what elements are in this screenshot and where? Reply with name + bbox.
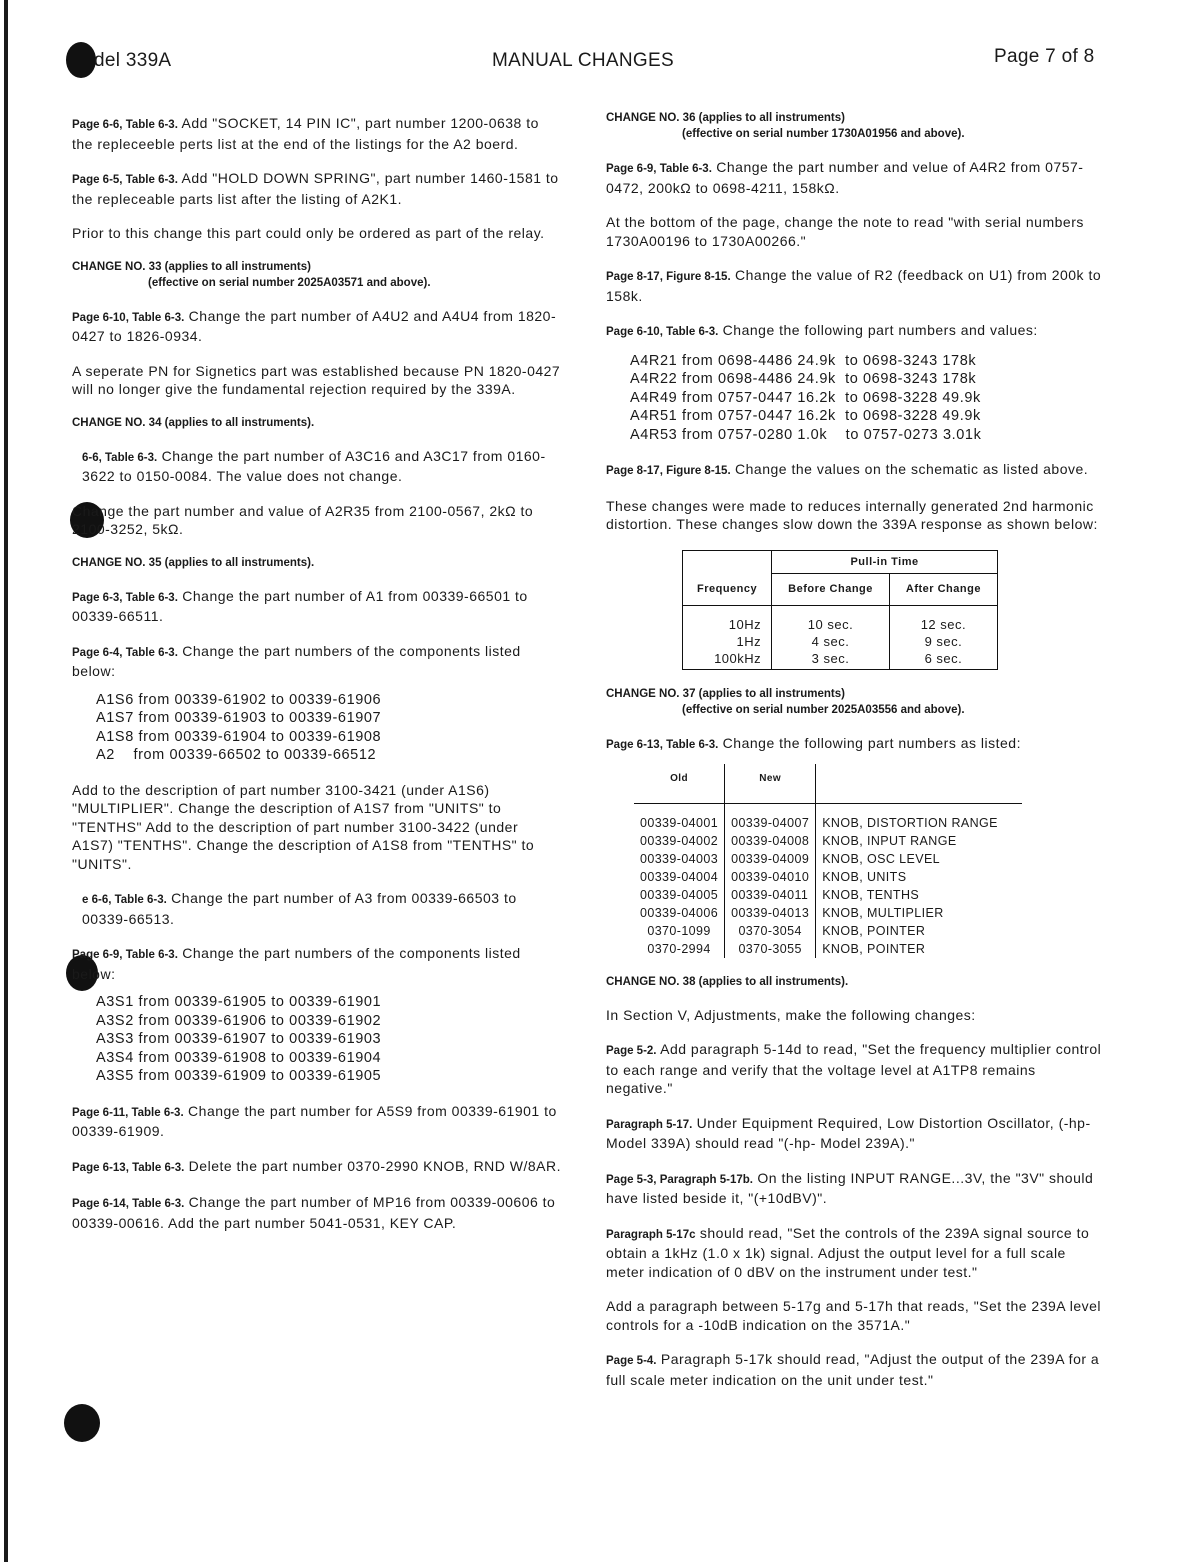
paragraph: These changes were made to reduces internally generated 2nd harmonic distortion. These changes slow down the 339A response as shown below: [606, 497, 1098, 532]
paragraph: Page 8-17, Figure 8-15. Change the values on the schematic as listed above. [606, 461, 1089, 477]
list-item: A3S1 from 00339-61905 to 00339-61901 [96, 994, 382, 1010]
list-item: A2 from 00339-66502 to 00339-66512 [96, 747, 377, 763]
table-row: 00339-04001 00339-04007 KNOB, DISTORTION RANGE [634, 803, 1022, 832]
paragraph: Page 5-2. Add paragraph 5-14d to read, "Set the frequency multiplier control to each range and verify that the voltage level at A1TP8 remains negative." [606, 1041, 1102, 1096]
component-list [96, 993, 562, 1086]
table-row [683, 605, 998, 669]
list-item: A1S7 from 00339-61903 to 00339-61907 [96, 710, 382, 726]
table-row: 00339-04006 00339-04013 KNOB, MULTIPLIER [634, 904, 1022, 922]
part-change-list [630, 352, 1102, 445]
paragraph: Add to the description of part number 3100-3421 (under A1S6) "MULTIPLIER". Change the description of A1S7 from "UNITS" to "TENTHS" Add to the description of part number 3100-3422 (under A1S7) "TENTHS". Change the description of A1S8 from "TENTHS" to "UNITS". [72, 781, 535, 872]
pull-in-time-table [682, 550, 998, 670]
change-heading: CHANGE NO. 35 (applies to all instruments). [72, 556, 315, 569]
table-header: Pull-in Time [772, 550, 998, 574]
paragraph: Page 5-3, Paragraph 5-17b. On the listing INPUT RANGE...3V, the "3V" should have listed beside it, "(+10dBV)". [606, 1169, 1094, 1206]
list-item: A3S5 from 00339-61909 to 00339-61905 [96, 1068, 382, 1084]
change-heading: CHANGE NO. 38 (applies to all instruments). [606, 975, 849, 988]
list-item: A1S6 from 00339-61902 to 00339-61906 [96, 691, 382, 708]
table-header: Before Change [772, 574, 890, 606]
list-item: A3S3 from 00339-61907 to 00339-61903 [96, 1031, 382, 1047]
table-row: 0370-2994 0370-3055 KNOB, POINTER [634, 940, 1022, 958]
paragraph: Paragraph 5-17c should read, "Set the controls of the 239A signal source to obtain a 1kHz (1.0 x 1k) signal. Adjust the output level for a full scale meter indication of 0 dBV on the instrument under test." [606, 1224, 1090, 1280]
table-row: 0370-1099 0370-3054 KNOB, POINTER [634, 922, 1022, 940]
list-item: A4R22 from 0698-4486 24.9k to 0698-3243 178k [630, 371, 977, 387]
binder-hole-top [66, 42, 96, 78]
table-header: After Change [889, 574, 997, 606]
right-column [606, 110, 1102, 1405]
table-row: 00339-04005 00339-04011 KNOB, TENTHS [634, 886, 1022, 904]
list-item: A4R21 from 0698-4486 24.9k to 0698-3243 178k [630, 352, 977, 369]
paragraph: e 6-6, Table 6-3. Change the part number of A3 from 00339-66503 to 00339-66513. [82, 890, 517, 927]
table-header: Old [634, 764, 725, 803]
model-label: del 339A [94, 50, 172, 71]
paragraph: A seperate PN for Signetics part was established because PN 1820-0427 will no longer give the fundamental rejection required by the 339A. [72, 362, 561, 397]
table-row: 00339-04004 00339-04010 KNOB, UNITS [634, 868, 1022, 886]
list-item: A3S4 from 00339-61908 to 00339-61904 [96, 1049, 382, 1066]
binder-hole-bottom [64, 1404, 100, 1442]
table-cell: 12 sec. 9 sec. 6 sec. [889, 605, 997, 669]
paragraph: Page 6-6, Table 6-3. Add "SOCKET, 14 PIN IC", part number 1200-0638 to the repleceeble perts list at the end of the listings for the A2 boerd. [72, 115, 539, 152]
paragraph: Page 6-9, Table 6-3. Change the part number and velue of A4R2 from 0757-0472, 200kΩ to 0698-4211, 158kΩ. [606, 159, 1084, 196]
change-heading: CHANGE NO. 34 (applies to all instruments). [72, 416, 315, 429]
paragraph: At the bottom of the page, change the note to read "with serial numbers 1730A00196 to 1730A00266." [606, 214, 1084, 249]
page-title: MANUAL CHANGES [492, 50, 674, 71]
table-header [816, 764, 1023, 803]
change-heading: CHANGE NO. 36 (applies to all instruments) (effective on serial number 1730A01956 and above). [606, 112, 965, 140]
paragraph: 6-6, Table 6-3. Change the part number of A3C16 and A3C17 from 0160-3622 to 0150-0084. The value does not change. [82, 447, 546, 484]
paragraph: Page 6-11, Table 6-3. Change the part number for A5S9 from 00339-61901 to 00339-61909. [72, 1102, 557, 1139]
paragraph: Page 8-17, Figure 8-15. Change the value of R2 (feedback on U1) from 200k to 158k. [606, 267, 1102, 304]
change-heading: CHANGE NO. 33 (applies to all instruments) (effective on serial number 2025A03571 and above). [72, 260, 431, 289]
paragraph: Page 5-4. Paragraph 5-17k should read, "Adjust the output of the 239A for a full scale meter indication on the unit under test." [606, 1351, 1100, 1388]
list-item: A4R51 from 0757-0447 16.2k to 0698-3228 49.9k [630, 408, 981, 424]
paragraph: Page 6-4, Table 6-3. Change the part numbers of the components listed below: [72, 642, 521, 679]
paragraph: Add a paragraph between 5-17g and 5-17h that reads, "Set the 239A level controls for a -10dB indication on the 3571A." [606, 1298, 1102, 1333]
left-column [72, 114, 562, 1248]
list-item: A4R53 from 0757-0280 1.0k to 0757-0273 3.01k [630, 426, 982, 443]
page-edge-rule [4, 0, 8, 1562]
list-item: A3S2 from 00339-61906 to 00339-61902 [96, 1012, 382, 1029]
paragraph: Page 6-3, Table 6-3. Change the part number of A1 from 00339-66501 to 00339-66511. [72, 587, 528, 624]
table-row: 00339-04002 00339-04008 KNOB, INPUT RANGE [634, 832, 1022, 850]
paragraph: Prior to this change this part could only be ordered as part of the relay. [72, 225, 545, 241]
knob-part-table [634, 764, 1022, 958]
table-header: Frequency [683, 574, 772, 606]
paragraph: Page 6-9, Table 6-3. Change the part numbers of the components listed below: [72, 945, 521, 982]
paragraph: Page 6-10, Table 6-3. Change the following part numbers and values: [606, 322, 1038, 338]
table-row: 00339-04003 00339-04009 KNOB, OSC LEVEL [634, 850, 1022, 868]
table-header [683, 550, 772, 574]
table-cell: 10Hz 1Hz 100kHz [683, 605, 772, 669]
table-header: New [725, 764, 816, 803]
paragraph: Page 6-10, Table 6-3. Change the part number of A4U2 and A4U4 from 1820-0427 to 1826-0934. [72, 307, 557, 344]
list-item: A1S8 from 00339-61904 to 00339-61908 [96, 728, 382, 745]
paragraph: Paragraph 5-17. Under Equipment Required, Low Distortion Oscillator, (-hp- Model 339A) should read "(-hp- Model 239A)." [606, 1114, 1091, 1151]
list-item: A4R49 from 0757-0447 16.2k to 0698-3228 49.9k [630, 389, 981, 406]
table-cell: 10 sec. 4 sec. 3 sec. [772, 605, 890, 669]
paragraph: Page 6-13, Table 6-3. Delete the part number 0370-2990 KNOB, RND W/8AR. [72, 1157, 562, 1174]
paragraph: Change the part number and value of A2R35 from 2100-0567, 2kΩ to 2100-3252, 5kΩ. [72, 502, 534, 537]
paragraph: In Section V, Adjustments, make the following changes: [606, 1006, 976, 1023]
paragraph: Page 6-5, Table 6-3. Add "HOLD DOWN SPRING", part number 1460-1581 to the repleceable parts list after the listing of A2K1. [72, 170, 559, 207]
page-number: Page 7 of 8 [994, 46, 1095, 67]
paragraph: Page 6-14, Table 6-3. Change the part number of MP16 from 00339-00606 to 00339-00616. Add the part number 5041-0531, KEY CAP. [72, 1194, 556, 1231]
component-list [96, 691, 562, 765]
change-heading: CHANGE NO. 37 (applies to all instruments) (effective on serial number 2025A03556 and above). [606, 687, 965, 716]
paragraph: Page 6-13, Table 6-3. Change the following part numbers as listed: [606, 734, 1021, 751]
